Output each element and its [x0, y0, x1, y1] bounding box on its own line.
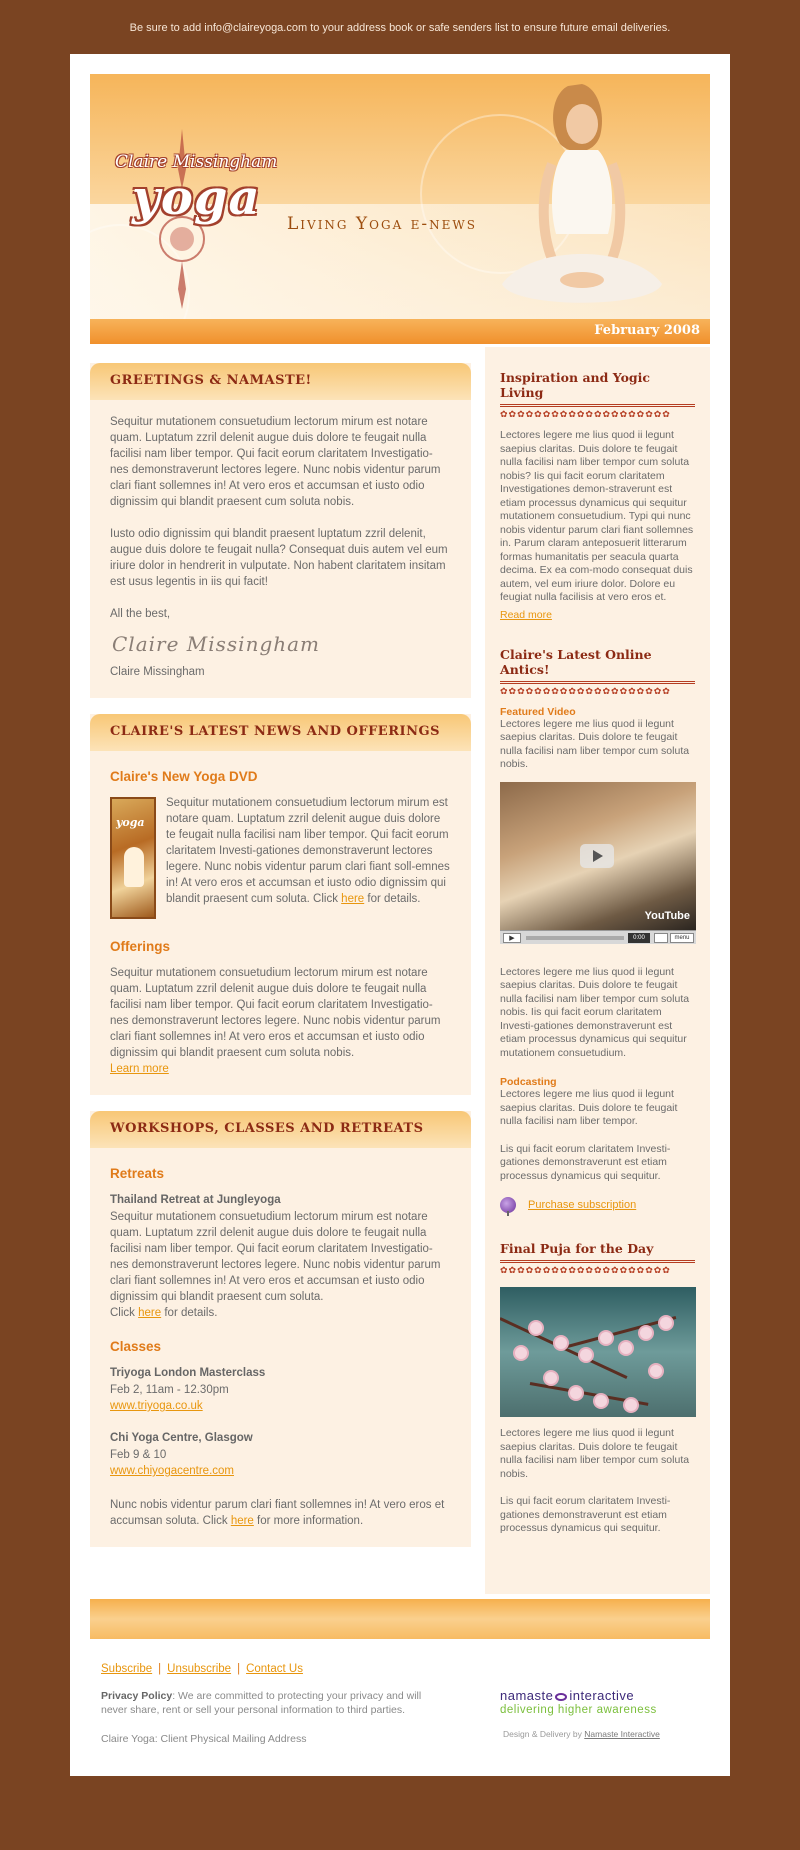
yoga-logo: yoga	[132, 170, 261, 226]
video-time: 0:00	[628, 933, 650, 943]
video-player[interactable]	[500, 782, 696, 944]
featured-video-heading: Featured Video	[500, 705, 576, 718]
classes-heading: Classes	[110, 1339, 162, 1354]
dvd-description: Sequitur mutationem consuetudium lectorum mirum est notare quam. Luptatum zzril delenit augue duis dolore te feugait nulla facilisi nam liber tempor. Qui facit eorum claritatem Investi-gationes demonstraverunt lectores legere. Nunc nobis videntur parum clari fiant soll-emnes in! At vero eros et accumsan et iusto odio dignissim qui blandit praesent cum soluta. Click here for details.	[166, 797, 450, 905]
inspiration-text: Lectores legere me lius quod ii legunt saepius claritas. Duis dolore te feugait nulla facilisi nam liber tempor cum soluta nobis? Iis qui facit eorum claritatem Investigationes demon-straverunt est etiam processus dynamicus qui sequitur mutationem consuetudium. Typi qui nunc nobis videntur parum clari fiant sollemnes in. Parum claram anteposuerit litterarum formas humanitatis per seacula quarta decima. Ex ea com-modo consequat duis autem, vel eum iriure dolor. Dolore eu feugiat nulla facilisis at vero eros et.	[500, 429, 694, 603]
cherry-blossom-photo	[500, 1287, 696, 1417]
workshops-closing: Nunc nobis videntur parum clari fiant sollemnes in! At vero eros et accumsan soluta. Click here for more information.	[110, 1499, 445, 1527]
main-column	[90, 363, 471, 1563]
video-intro: Lectores legere me lius quod ii legunt saepius claritas. Duis dolore te feugait nulla facilisi nam liber tempor cum soluta nobis.	[500, 717, 690, 770]
safe-sender-note: Be sure to add info@claireyoga.com to your address book or safe senders list to ensure future email deliveries.	[129, 22, 671, 34]
sidebar	[485, 347, 710, 1594]
author-name: Claire Missingham	[110, 666, 205, 678]
class-name: Triyoga London Masterclass	[110, 1367, 266, 1379]
dvd-cover-image	[110, 797, 156, 919]
purchase-subscription-link[interactable]: Purchase subscription	[528, 1199, 637, 1211]
signature-image: Claire Missingham	[112, 632, 321, 656]
class-name: Chi Yoga Centre, Glasgow	[110, 1432, 253, 1444]
video-controls	[500, 930, 696, 944]
podcast-text: Lectores legere me lius quod ii legunt saepius claritas. Duis dolore te feugait nulla facilisi nam liber tempor.	[500, 1088, 678, 1127]
ornament-divider: ✿✿✿✿✿✿✿✿✿✿✿✿✿✿✿✿✿✿✿✿	[500, 685, 671, 696]
offerings-heading: Offerings	[110, 939, 171, 954]
yoga-woman-photo	[482, 84, 682, 316]
namaste-interactive-logo: namaste interactive	[500, 1688, 635, 1703]
news-title: CLAIRE'S LATEST NEWS AND OFFERINGS	[90, 714, 471, 751]
header-banner	[90, 74, 710, 344]
news-panel	[90, 714, 471, 1095]
offerings-text: Sequitur mutationem consuetudium lectorum mirum est notare quam. Luptatum zzril delenit augue duis dolore te feugait nulla facilisi nam liber tempor. Qui facit eorum claritatem Investigatio-nes demonstraverunt lectores legere. Nunc nobis videntur parum clari fiant sollemnes in! At vero eros et accumsan et iusto odio dignissim qui blandit praesent cum soluta nobis.	[110, 967, 441, 1059]
youtube-logo: YouTube	[644, 909, 690, 922]
retreat-name: Thailand Retreat at Jungleyoga	[110, 1194, 281, 1206]
newsletter-sheet	[70, 54, 730, 1776]
greetings-paragraph: Iusto odio dignissim qui blandit praesent luptatum zzril delenit, augue duis dolore te feugait nulla? Consequat duis autem vel eum iriure dolor in hendrerit in vulputate. Non habent claritatem insitam est usus legentis in iis qui facit!	[110, 528, 448, 588]
dvd-cover-title: yoga	[116, 816, 145, 829]
privacy-policy: Privacy Policy: We are committed to protecting your privacy and will never share, rent or sell your personal information to third parties.	[101, 1690, 422, 1716]
issue-date: February 2008	[594, 323, 700, 338]
dvd-details-link[interactable]: here	[341, 893, 365, 905]
eye-icon	[555, 1693, 567, 1701]
contact-us-link[interactable]: Contact Us	[246, 1663, 303, 1675]
retreat-details-link[interactable]: here	[138, 1307, 162, 1319]
logo-tagline: delivering higher awareness	[500, 1704, 657, 1716]
brand-name: Claire Missingham	[115, 152, 278, 172]
retreat-description: Sequitur mutationem consuetudium lectorum mirum est notare quam. Luptatum zzril delenit augue duis dolore te feugait nulla facilisi nam liber tempor. Qui facit eorum claritatem Investigatio-nes demonstraverunt lectores legere. Nunc nobis videntur parum clari fiant sollemnes in! At vero eros et accumsan et iusto odio dignissim qui blandit praesent cum soluta. Click here for details.	[110, 1211, 441, 1319]
greetings-title: GREETINGS & NAMASTE!	[90, 363, 471, 400]
puja-text: Lectores legere me lius quod ii legunt saepius claritas. Duis dolore te feugait nulla facilisi nam liber tempor cum soluta nobis.	[500, 1427, 690, 1480]
volume-icon[interactable]	[654, 933, 668, 943]
learn-more-link[interactable]: Learn more	[110, 1063, 169, 1075]
inspiration-title: Inspiration and Yogic Living	[500, 370, 695, 407]
video-description: Lectores legere me lius quod ii legunt saepius claritas. Duis dolore te feugait nulla facilisi nam liber tempor cum soluta nobis. Iis qui facit eorum claritatem Investi-gationes demonstraverunt est etiam processus dynamicus qui sequitur mutationem consuetudium.	[500, 965, 690, 1059]
microphone-icon	[500, 1197, 516, 1213]
mailing-address: Claire Yoga: Client Physical Mailing Address	[101, 1733, 307, 1745]
class-website-link[interactable]: www.triyoga.co.uk	[110, 1400, 203, 1412]
closing-text: All the best,	[110, 608, 171, 620]
footer-links: Subscribe | Unsubscribe | Contact Us	[101, 1663, 303, 1675]
design-credit: Design & Delivery by Namaste Interactive	[503, 1729, 660, 1739]
class-date: Feb 9 & 10	[110, 1449, 167, 1461]
namaste-interactive-link[interactable]: Namaste Interactive	[584, 1729, 660, 1739]
more-info-link[interactable]: here	[230, 1515, 254, 1527]
greetings-panel	[90, 363, 471, 698]
puja-text: Lis qui facit eorum claritatem Investi-gationes demonstraverunt est etiam processus dynamicus qui sequitur.	[500, 1495, 671, 1534]
puja-title: Final Puja for the Day	[500, 1241, 695, 1263]
class-website-link[interactable]: www.chiyogacentre.com	[110, 1465, 234, 1477]
play-icon[interactable]	[580, 844, 614, 868]
dvd-heading: Claire's New Yoga DVD	[110, 769, 258, 784]
retreats-heading: Retreats	[110, 1166, 165, 1181]
enews-tagline: Living Yoga e-news	[287, 214, 477, 234]
date-bar	[90, 319, 710, 344]
play-button[interactable]: ▶	[503, 933, 521, 943]
seek-bar[interactable]	[526, 936, 624, 940]
ornament-divider: ✿✿✿✿✿✿✿✿✿✿✿✿✿✿✿✿✿✿✿✿	[500, 1265, 671, 1275]
footer-banner	[90, 1599, 710, 1639]
antics-title: Claire's Latest Online Antics!	[500, 647, 695, 684]
podcast-text: Lis qui facit eorum claritatem Investi-gationes demonstraverunt est etiam processus dynamicus qui sequitur.	[500, 1142, 671, 1182]
video-menu-button[interactable]: menu	[670, 933, 694, 943]
ornament-divider: ✿✿✿✿✿✿✿✿✿✿✿✿✿✿✿✿✿✿✿✿	[500, 409, 671, 419]
workshops-title: WORKSHOPS, CLASSES AND RETREATS	[90, 1111, 471, 1148]
workshops-panel	[90, 1111, 471, 1547]
read-more-link[interactable]: Read more	[500, 608, 552, 621]
greetings-paragraph: Sequitur mutationem consuetudium lectorum mirum est notare quam. Luptatum zzril delenit augue duis dolore te feugait nulla facilisi nam liber tempor. Qui facit eorum claritatem Investigatio-nes demonstraverunt lectores legere. Nunc nobis videntur parum clari fiant sollemnes in! At vero eros et accumsan et iusto odio dignissim qui blandit praesent cum soluta nobis.	[110, 416, 441, 508]
podcasting-heading: Podcasting	[500, 1076, 557, 1088]
class-date: Feb 2, 11am - 12.30pm	[110, 1384, 229, 1396]
unsubscribe-link[interactable]: Unsubscribe	[167, 1663, 232, 1675]
subscribe-link[interactable]: Subscribe	[101, 1663, 153, 1675]
